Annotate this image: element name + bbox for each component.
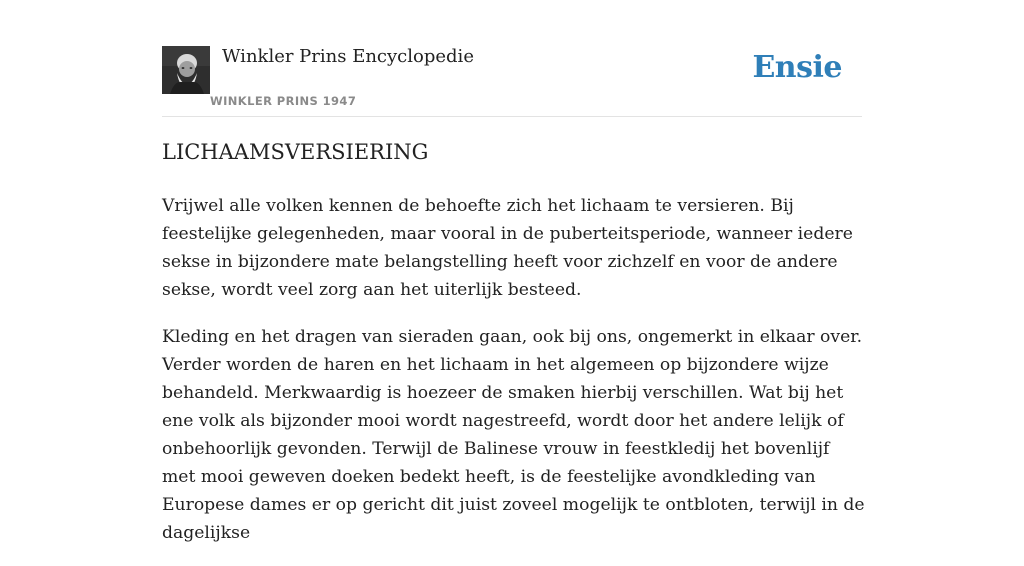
avatar[interactable] — [162, 46, 210, 94]
source-subtitle: WINKLER PRINS 1947 — [210, 94, 357, 108]
ensie-logo[interactable]: Ensie — [752, 50, 842, 85]
source-header — [162, 40, 862, 117]
source-title[interactable]: Winkler Prins Encyclopedie — [222, 46, 474, 67]
article-paragraph: Vrijwel alle volken kennen de behoefte zich het lichaam te versieren. Bij feestelijke gelegenheden, maar vooral in de puberteitsperiode, wanneer iedere sekse in bijzondere mate belangstelling heeft voor zichzelf en voor de andere sekse, wordt veel zorg aan het uiterlijk besteed. — [162, 196, 853, 300]
article-paragraph: Kleding en het dragen van sieraden gaan, ook bij ons, ongemerkt in elkaar over. Verder worden de haren en het lichaam in het algemeen op bijzondere wijze behandeld. Merkwaardig is hoezeer de smaken hierbij verschillen. Wat bij het ene volk als bijzonder mooi wordt nagestreefd, wordt door het andere lelijk of onbehoorlijk gevonden. Terwijl de Balinese vrouw in feestkledij het bovenlijf met mooi geweven doeken bedekt heeft, is de feestelijke avondkleding van Europese dames er op gericht dit juist zoveel mogelijk te ontbloten, terwijl in de dagelijkse — [162, 327, 865, 543]
article-title: LICHAAMSVERSIERING — [162, 140, 429, 164]
article-body — [162, 192, 868, 566]
portrait-avatar-icon — [162, 46, 210, 94]
